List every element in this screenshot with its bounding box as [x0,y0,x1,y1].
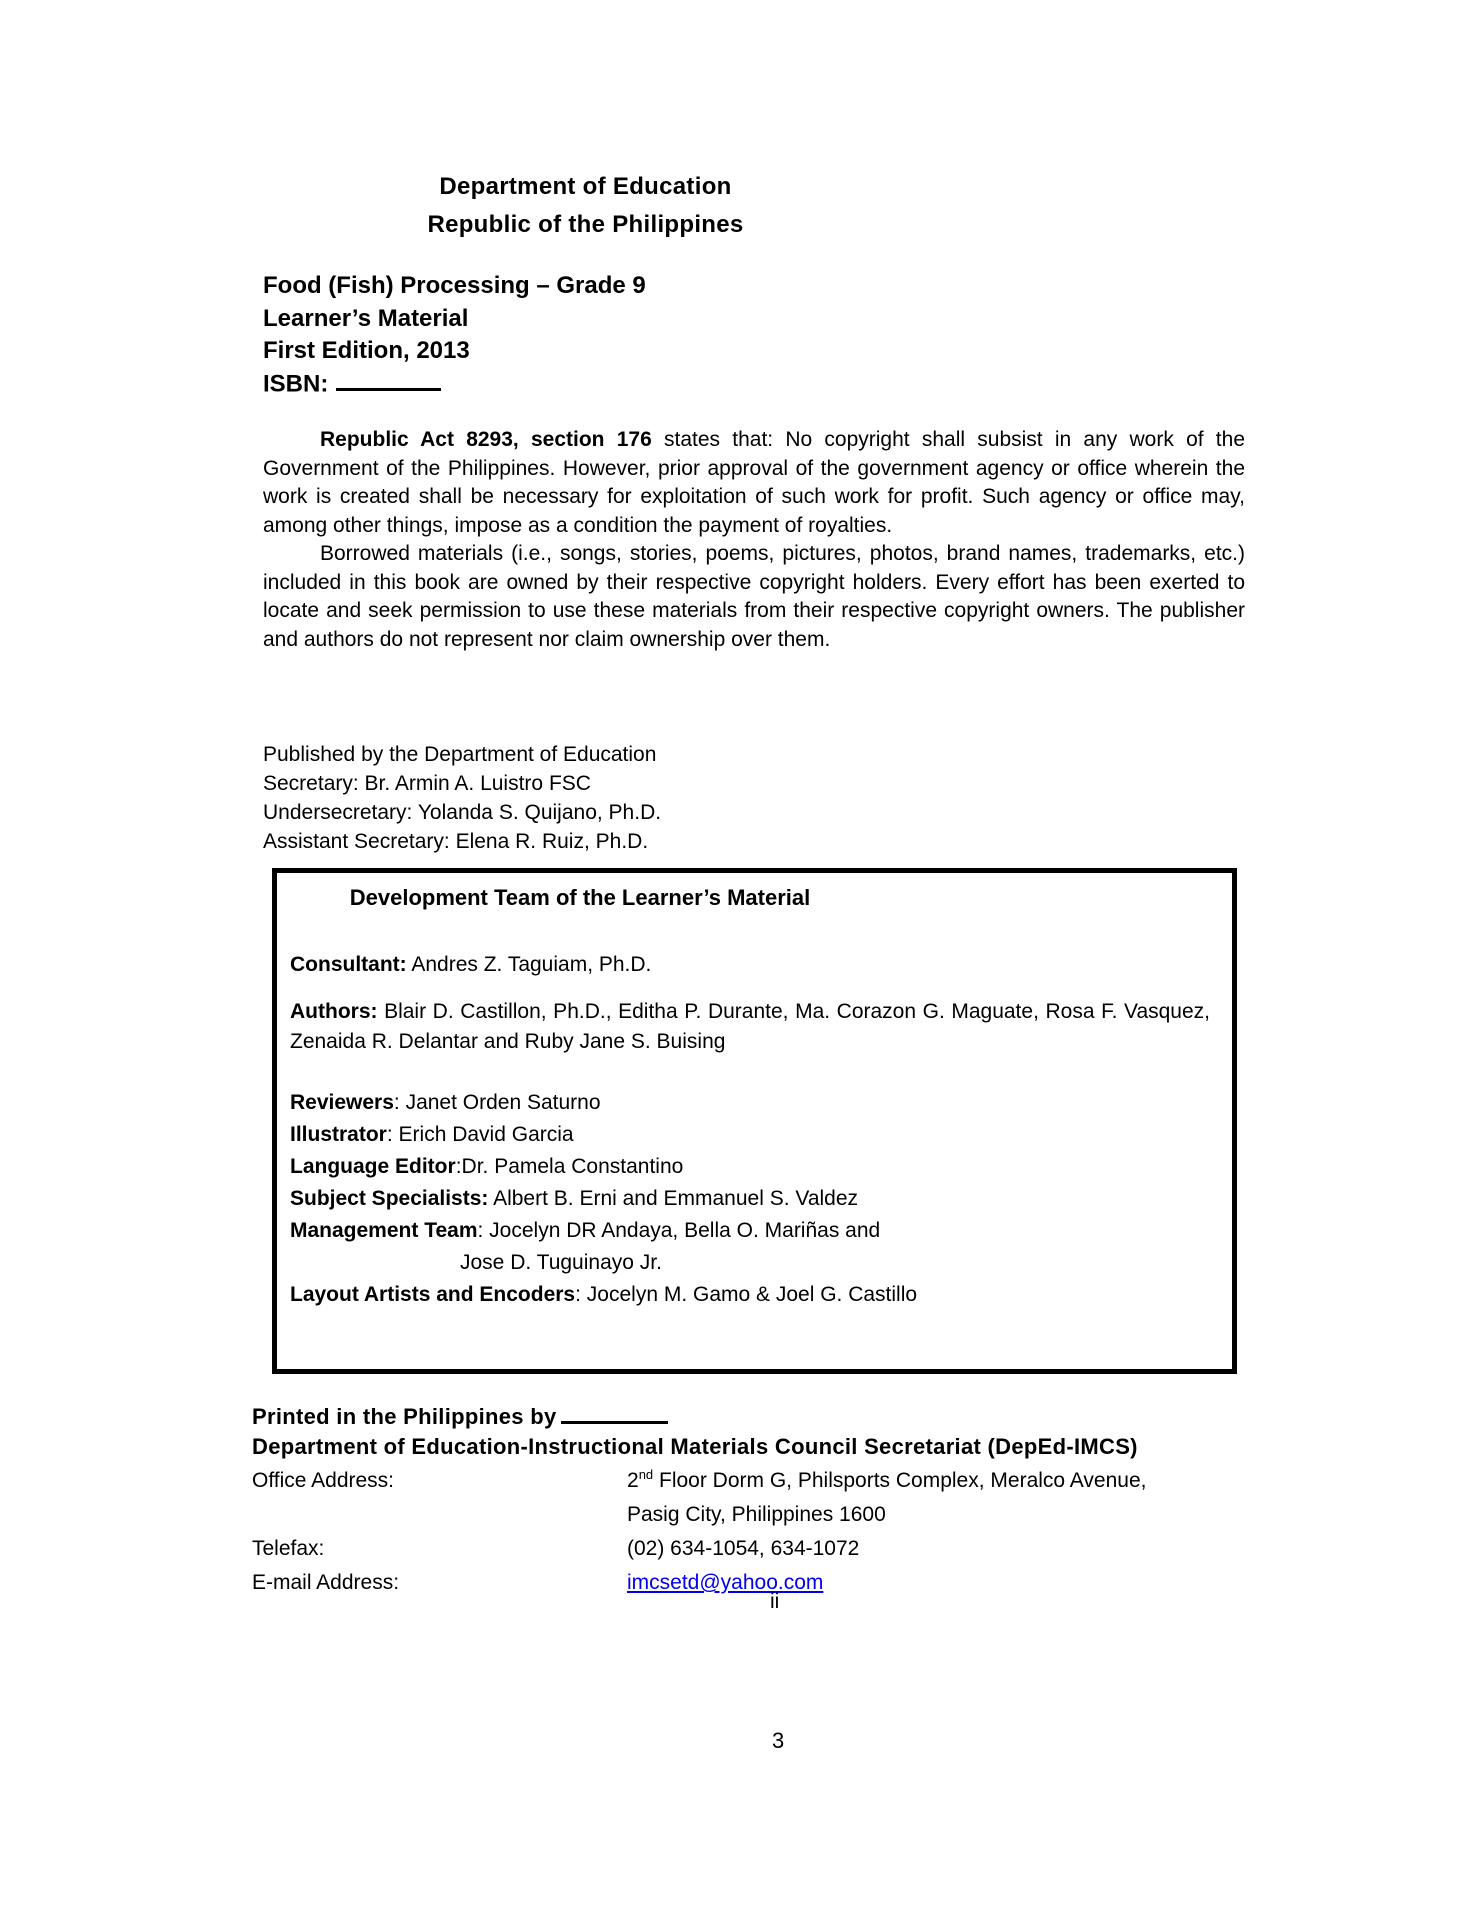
copyright-section [263,426,1245,654]
management-team-label: Management Team [290,1219,478,1242]
printed-block [252,1402,1262,1600]
header-line-2: Republic of the Philippines [427,211,744,238]
illustrator-label: Illustrator [290,1123,387,1146]
consultant-line [290,951,1210,979]
office-address-text: Floor Dorm G, Philsports Complex, Meralco Avenue, [653,1469,1147,1492]
layout-artists-line [290,1279,1210,1311]
page-number: 3 [772,1728,785,1753]
illustrator-line [290,1119,1210,1151]
reviewers-name: : Janet Orden Saturno [393,1091,601,1114]
republic-act-text: states that: No copyright shall subsist in any work of the Government of the Philippines. However, prior approval of the government agency or office wherein the work is created shall be necessary for exploitation of such work for profit. Such agency or office may, among other things, impose as a condition the payment of royalties. [263,428,1246,537]
copyright-paragraph-2: Borrowed materials (i.e., songs, stories, poems, pictures, photos, brand names, trademarks, etc.) included in this book are owned by their respective copyright holders. Every effort has been exerted to locate and seek permission to use these materials from their respective copyright owners. The publisher and authors do not represent nor claim ownership over them. [263,542,1245,651]
printed-by-text: Printed in the Philippines by [252,1404,557,1429]
office-address-row [252,1464,1262,1498]
subject-specialists-names: Albert B. Erni and Emmanuel S. Valdez [488,1187,859,1210]
roles-list [290,1087,1210,1311]
secretariat-line: Department of Education-Instructional Materials Council Secretariat (DepEd-IMCS) [252,1434,1138,1459]
telefax-label: Telefax: [252,1537,325,1560]
management-team-line [290,1215,1210,1247]
book-title: Food (Fish) Processing – Grade 9 [263,272,646,299]
email-value [627,1566,1262,1600]
isbn-line [263,368,1245,401]
roman-page-numeral: ii [770,1590,780,1613]
email-row [252,1566,1262,1600]
reviewers-label: Reviewers [290,1091,394,1114]
management-team-continuation: Jose D. Tuguinayo Jr. [460,1251,662,1274]
layout-artists-names: : Jocelyn M. Gamo & Joel G. Castillo [575,1283,918,1306]
telefax-value: (02) 634-1054, 634-1072 [627,1537,860,1560]
reviewers-line [290,1087,1210,1119]
authors-paragraph [290,997,1210,1057]
language-editor-label: Language Editor [290,1155,456,1178]
office-address-label-spacer [252,1498,627,1532]
copyright-paragraph-1 [263,426,1245,540]
email-link[interactable]: imcsetd@yahoo.com [627,1571,824,1594]
telefax-row [252,1532,1262,1566]
language-editor-line [290,1151,1210,1183]
management-team-names: : Jocelyn DR Andaya, Bella O. Mariñas and [477,1219,881,1242]
email-label: E-mail Address: [252,1571,400,1594]
subject-specialists-label: Subject Specialists: [290,1187,489,1210]
floor-ordinal-suffix: nd [638,1467,654,1482]
printed-by-line [252,1402,1262,1432]
publisher-block [263,740,1245,856]
layout-artists-label: Layout Artists and Encoders [290,1283,576,1306]
published-by-line: Published by the Department of Education [263,743,657,766]
edition-line: First Edition, 2013 [263,337,470,364]
language-editor-name: :Dr. Pamela Constantino [455,1155,684,1178]
title-block [263,270,1245,400]
office-address-label: Office Address: [252,1469,395,1492]
header-line-1: Department of Education [439,173,732,200]
subject-specialists-line [290,1183,1210,1215]
office-address-row-2 [252,1498,1262,1532]
development-team-title: Development Team of the Learner’s Material [349,885,811,910]
isbn-blank-underline [336,368,441,391]
authors-label: Authors: [290,1000,378,1023]
secretary-line: Secretary: Br. Armin A. Luistro FSC [263,772,591,795]
undersecretary-line: Undersecretary: Yolanda S. Quijano, Ph.D. [263,801,662,824]
consultant-label: Consultant: [290,953,407,976]
office-address-value [627,1464,1262,1498]
development-team-box [272,868,1237,1374]
contact-rows [252,1464,1262,1600]
consultant-name: Andres Z. Taguiam, Ph.D. [406,953,652,976]
authors-names: Blair D. Castillon, Ph.D., Editha P. Durante, Ma. Corazon G. Maguate, Rosa F. Vasquez, Zenaida R. Delantar and Ruby Jane S. Buising [290,1000,1210,1053]
book-subtitle: Learner’s Material [263,304,469,332]
isbn-label: ISBN: [263,369,329,397]
office-address-value-2: Pasig City, Philippines 1600 [627,1503,886,1526]
doc-header [263,168,908,244]
floor-number: 2 [627,1469,639,1492]
assistant-secretary-line: Assistant Secretary: Elena R. Ruiz, Ph.D. [263,830,649,853]
illustrator-name: : Erich David Garcia [386,1123,574,1146]
printer-blank-underline [561,1403,668,1424]
republic-act-lead: Republic Act 8293, section 176 [320,428,652,451]
